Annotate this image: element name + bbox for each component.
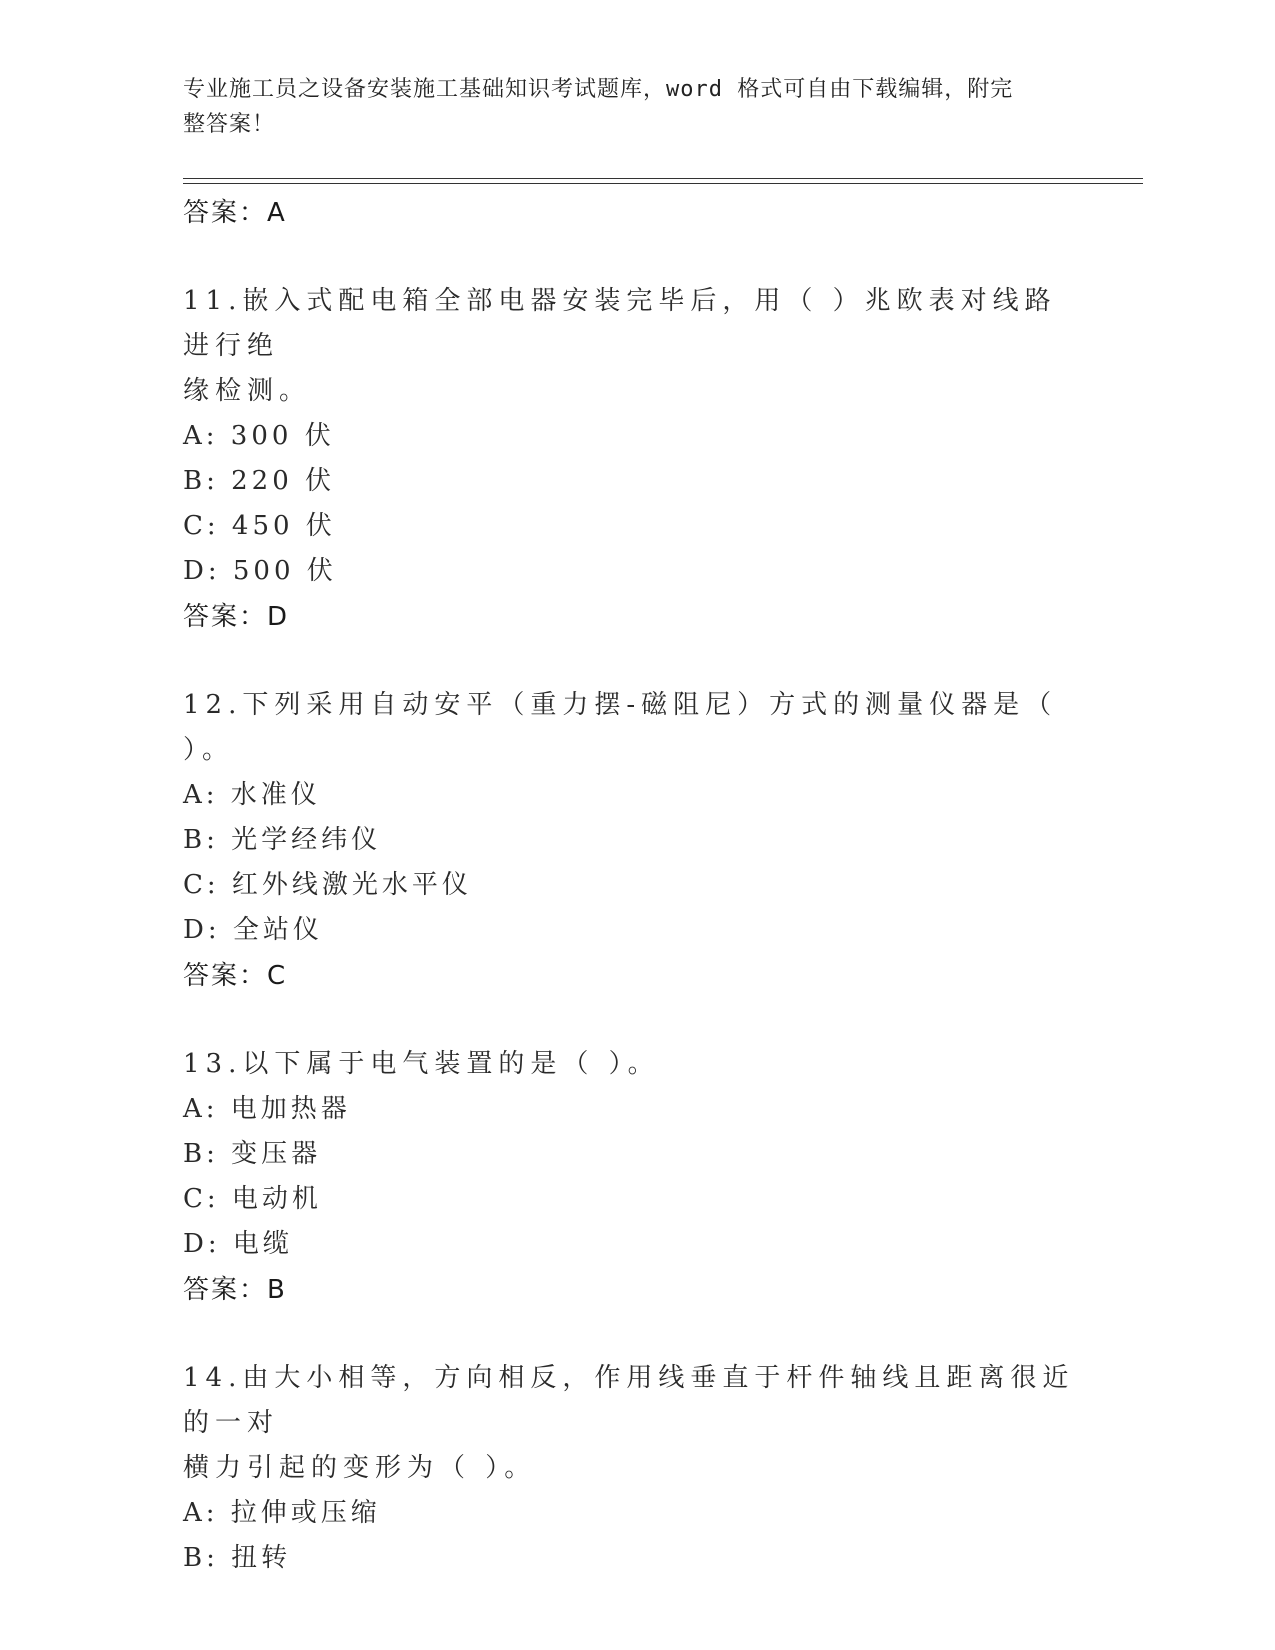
header-divider-top (183, 178, 1143, 179)
header-line-1: 专业施工员之设备安装施工基础知识考试题库，word 格式可自由下载编辑，附完 (183, 77, 1014, 102)
option-a: A: 300 伏 (183, 421, 335, 451)
option-b: B: 光学经纬仪 (183, 825, 382, 855)
answer: 答案：B (183, 1275, 287, 1305)
option-b: B: 变压器 (183, 1139, 322, 1169)
option-a: A: 电加热器 (183, 1094, 351, 1124)
answer: 答案：D (183, 602, 290, 632)
option-c: C: 电动机 (183, 1184, 322, 1214)
question-list (183, 190, 1083, 1581)
question-stem: 11.嵌入式配电箱全部电器安装完毕后，用（ ）兆欧表对线路进行绝 (183, 286, 1057, 361)
question-14 (183, 1356, 1083, 1581)
question-stem-continued: 缘检测。 (183, 376, 312, 406)
question-12 (183, 683, 1083, 999)
option-d: D: 电缆 (183, 1229, 293, 1259)
option-c: C: 红外线激光水平仪 (183, 870, 472, 900)
option-d: D: 全站仪 (183, 915, 323, 945)
option-d: D: 500 伏 (183, 556, 337, 586)
option-b: B: 扭转 (183, 1543, 292, 1573)
document-header (183, 72, 1063, 142)
question-13 (183, 1042, 1083, 1313)
option-a: A: 水准仪 (183, 780, 321, 810)
header-divider-bottom (183, 183, 1143, 184)
question-stem: 12.下列采用自动安平（重力摆-磁阻尼）方式的测量仪器是（ ）。 (183, 690, 1058, 765)
option-c: C: 450 伏 (183, 511, 336, 541)
option-a: A: 拉伸或压缩 (183, 1498, 381, 1528)
question-stem-continued: 横力引起的变形为（ ）。 (183, 1453, 537, 1483)
answer: 答案：C (183, 961, 288, 991)
question-stem: 14.由大小相等，方向相反，作用线垂直于杆件轴线且距离很近的一对 (183, 1363, 1075, 1438)
previous-answer: 答案：A (183, 198, 287, 228)
header-line-2: 整答案！ (183, 112, 276, 137)
question-11 (183, 279, 1083, 640)
question-stem: 13.以下属于电气装置的是（ ）。 (183, 1049, 660, 1079)
option-b: B: 220 伏 (183, 466, 336, 496)
